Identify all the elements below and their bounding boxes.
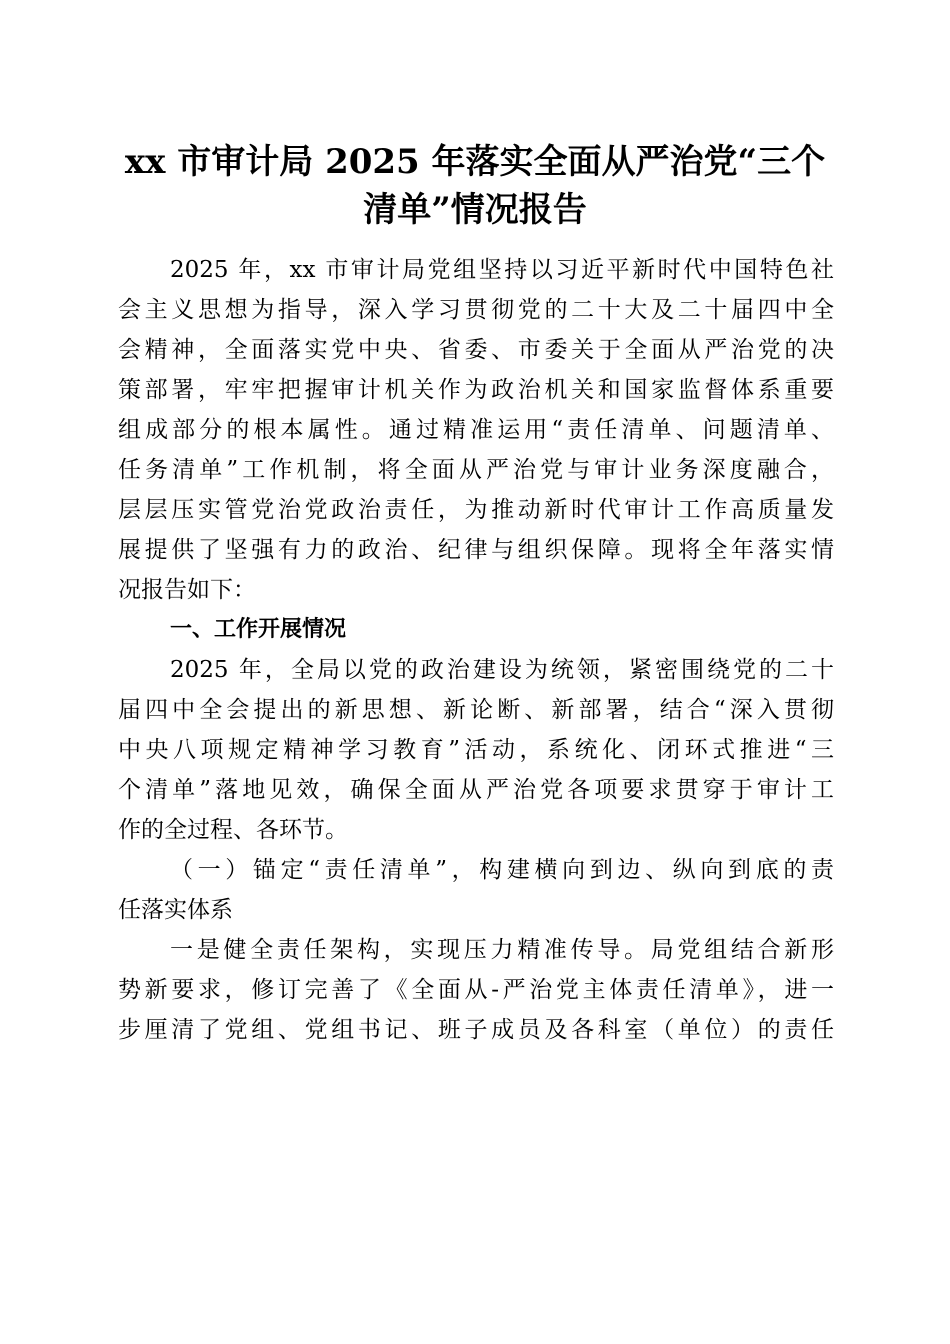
text-line: 策部署，牢牢把握审计机关作为政治机关和国家监督体系重要: [118, 377, 834, 403]
text-line: 届四中全会提出的新思想、新论断、新部署，结合“深入贯彻: [118, 697, 834, 723]
text-line: 况报告如下：: [118, 577, 256, 603]
text-line: 中央八项规定精神学习教育”活动，系统化、闭环式推进“三: [118, 737, 834, 763]
text-line: 步厘清了党组、党组书记、班子成员及各科室（单位）的责任: [118, 1017, 834, 1043]
text-line: 展提供了坚强有力的政治、纪律与组织保障。现将全年落实情: [118, 537, 834, 563]
text-line: 个清单”落地见效，确保全面从严治党各项要求贯穿于审计工: [118, 777, 834, 803]
document-title: [100, 138, 850, 234]
text-line: 一是健全责任架构，实现压力精准传导。局党组结合新形: [170, 937, 834, 963]
text-line: 会主义思想为指导，深入学习贯彻党的二十大及二十届四中全: [118, 297, 834, 323]
text-line: 层层压实管党治党政治责任，为推动新时代审计工作高质量发: [118, 497, 834, 523]
title-line-2: 清单”情况报告: [363, 190, 587, 230]
text-line: 组成部分的根本属性。通过精准运用“责任清单、问题清单、: [118, 417, 834, 443]
text-line: 势新要求，修订完善了《全面从-严治党主体责任清单》，进一: [118, 977, 834, 1003]
title-line-1: xx 市审计局 2025 年落实全面从严治党“三个: [124, 142, 826, 182]
text-line: 任落实体系: [118, 897, 233, 923]
paragraph-responsibility: [118, 930, 834, 1050]
text-line: 2025 年，xx 市审计局党组坚持以习近平新时代中国特色社: [170, 257, 834, 283]
section-heading: 一、工作开展情况: [170, 617, 347, 642]
text-line: （一）锚定“责任清单”，构建横向到边、纵向到底的责: [170, 857, 834, 883]
text-line: 作的全过程、各环节。: [118, 817, 348, 843]
document-body: [118, 250, 834, 1050]
text-line: 任务清单”工作机制，将全面从严治党与审计业务深度融合，: [118, 457, 834, 483]
paragraph-overview: [118, 650, 834, 850]
paragraph-subheading: [118, 850, 834, 930]
text-line: 会精神，全面落实党中央、省委、市委关于全面从严治党的决: [118, 337, 834, 363]
paragraph-intro: [118, 250, 834, 610]
text-line: 2025 年，全局以党的政治建设为统领，紧密围绕党的二十: [170, 657, 834, 683]
